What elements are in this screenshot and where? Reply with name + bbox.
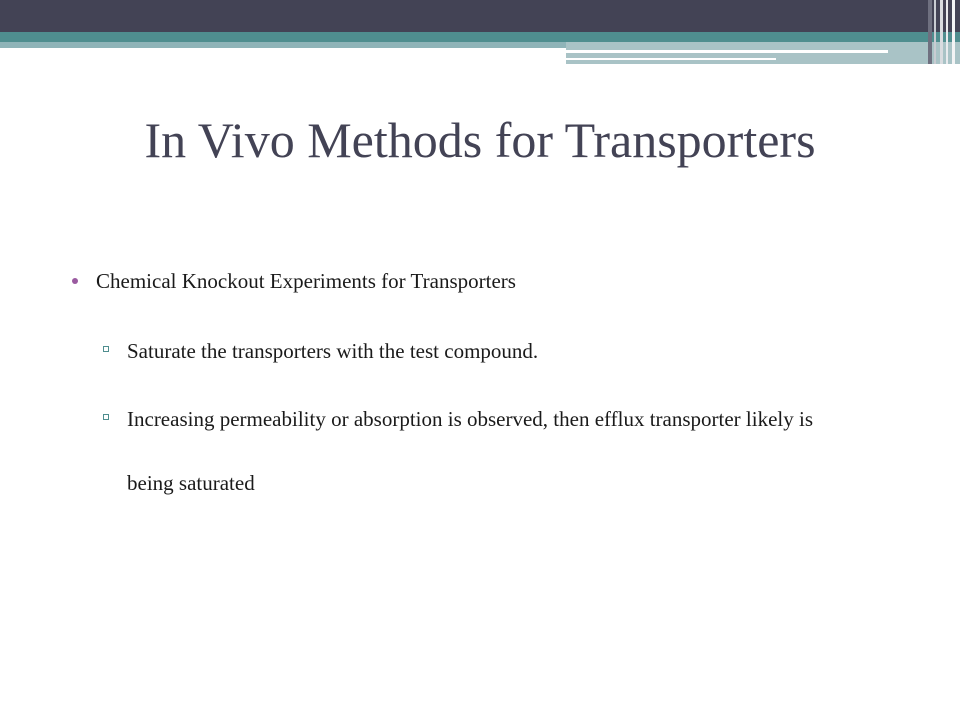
header-white-line [566,50,888,53]
header-vertical-stripe [934,0,936,64]
bullet-level-2 [103,336,863,366]
header-band-teal [0,32,960,42]
bullet-dot-icon [72,278,78,284]
header-band-dark [0,0,960,32]
bullet-square-icon [103,346,109,352]
bullet-level-2 [103,404,863,504]
header-vertical-stripe [928,0,932,64]
header-band-teal-light [0,42,566,48]
bullet-text: Chemical Knockout Experiments for Transporters [96,269,516,293]
header-vertical-stripe [946,0,948,64]
header-vertical-stripe [952,0,955,64]
slide-title: In Vivo Methods for Transporters [144,112,816,168]
sub-bullet-text: Increasing permeability or absorption is observed, then efflux transporter likely is being saturated [127,407,814,495]
header-band-light [566,42,960,64]
header-vertical-stripe [940,0,943,64]
header-white-line-short [566,58,776,60]
bullet-square-icon [103,414,109,420]
sub-bullet-text: Saturate the transporters with the test compound. [127,339,539,363]
